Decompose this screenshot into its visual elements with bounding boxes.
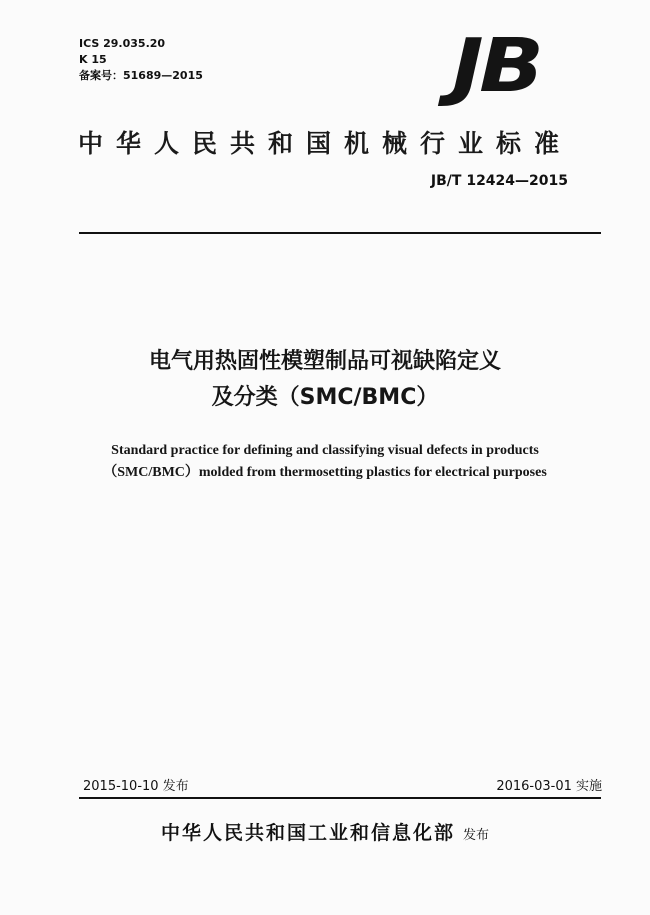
publisher-name: 中华人民共和国工业和信息化部 bbox=[160, 822, 455, 844]
ics-code: ICS 29.035.20 bbox=[79, 37, 166, 50]
classification-code: K 15 bbox=[79, 53, 107, 66]
issue-date: 2015-10-10 发布 bbox=[83, 779, 189, 794]
footer-divider bbox=[79, 797, 601, 799]
standard-category-title: 中华人民共和国机械行业标准 bbox=[78, 129, 573, 158]
title-en-line-2: （SMC/BMC）molded from thermosetting plastics for electrical purposes bbox=[103, 465, 547, 480]
title-zh-line-1: 电气用热固性模塑制品可视缺陷定义 bbox=[148, 349, 501, 374]
title-en-line-1: Standard practice for defining and classifying visual defects in products bbox=[111, 443, 539, 458]
meta-block bbox=[79, 36, 203, 84]
standard-number: JB/T 12424—2015 bbox=[430, 173, 568, 189]
title-zh-line-2: 及分类（SMC/BMC） bbox=[211, 385, 439, 410]
publisher-tag: 发布 bbox=[463, 828, 490, 843]
header-divider bbox=[79, 232, 601, 234]
record-number: 备案号：51689—2015 bbox=[79, 69, 203, 82]
jb-logo: JB bbox=[452, 23, 540, 109]
implementation-date: 2016-03-01 实施 bbox=[496, 779, 602, 794]
publisher bbox=[0, 818, 650, 845]
